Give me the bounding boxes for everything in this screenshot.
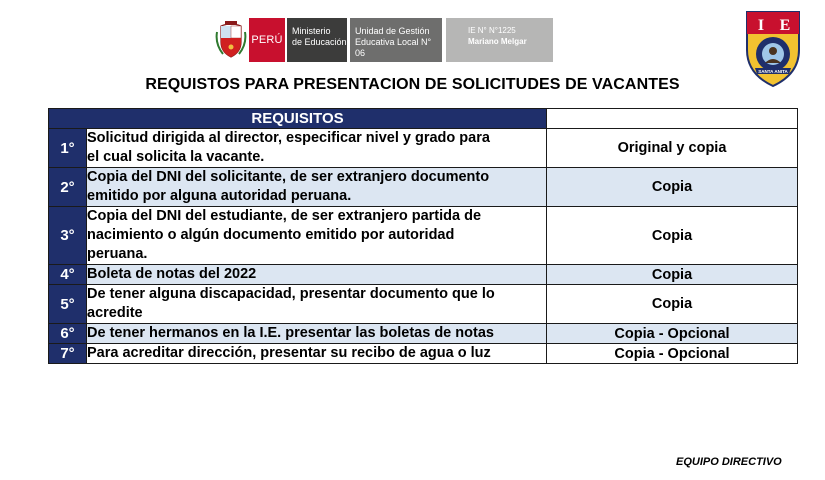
document-type: Copia <box>547 168 798 207</box>
table-row <box>49 344 798 364</box>
svg-text:E: E <box>779 17 791 34</box>
requirement-text: De tener hermanos en la I.E. presentar las boletas de notas <box>87 324 547 344</box>
document-type: Copia <box>547 207 798 265</box>
row-number: 7° <box>49 344 87 364</box>
table-row <box>49 285 798 324</box>
minedu-logo: Ministerio de Educación <box>287 18 347 62</box>
svg-text:SANTA ANITA: SANTA ANITA <box>758 69 788 74</box>
ugel-logo: Unidad de Gestión Educativa Local N° 06 <box>350 18 442 62</box>
requirement-text: Copia del DNI del solicitante, de ser extranjero documento emitido por alguna autoridad peruana. <box>87 168 547 207</box>
peru-logo: PERÚ <box>249 18 285 62</box>
row-number: 2° <box>49 168 87 207</box>
document-type: Copia <box>547 285 798 324</box>
document-type: Copia - Opcional <box>547 344 798 364</box>
requirements-header: REQUISITOS <box>49 109 547 129</box>
requirement-text: Solicitud dirigida al director, especificar nivel y grado para el cual solicita la vacante. <box>87 129 547 168</box>
government-logo-strip <box>213 18 553 62</box>
requirements-table <box>48 108 798 364</box>
requirement-text: De tener alguna discapacidad, presentar documento que lo acredite <box>87 285 547 324</box>
row-number: 6° <box>49 324 87 344</box>
peru-national-shield-icon <box>213 18 249 62</box>
requirement-text: Boleta de notas del 2022 <box>87 265 547 285</box>
table-row <box>49 324 798 344</box>
row-number: 3° <box>49 207 87 265</box>
table-row <box>49 265 798 285</box>
school-name-box: IE N° N°1225 Mariano Melgar <box>446 18 553 62</box>
signature-footer: EQUIPO DIRECTIVO <box>676 456 782 468</box>
svg-text:I: I <box>757 17 765 34</box>
requirement-text: Copia del DNI del estudiante, de ser extranjero partida de nacimiento o algún documento emitido por autoridad peruana. <box>87 207 547 265</box>
document-type: Copia <box>547 265 798 285</box>
type-header <box>547 109 798 129</box>
row-number: 4° <box>49 265 87 285</box>
requirement-text: Para acreditar dirección, presentar su recibo de agua o luz <box>87 344 547 364</box>
document-title: REQUISTOS PARA PRESENTACION DE SOLICITUDES DE VACANTES <box>145 76 680 93</box>
row-number: 5° <box>49 285 87 324</box>
document-type: Original y copia <box>547 129 798 168</box>
table-row <box>49 129 798 168</box>
document-type: Copia - Opcional <box>547 324 798 344</box>
table-row <box>49 168 798 207</box>
table-row <box>49 207 798 265</box>
row-number: 1° <box>49 129 87 168</box>
